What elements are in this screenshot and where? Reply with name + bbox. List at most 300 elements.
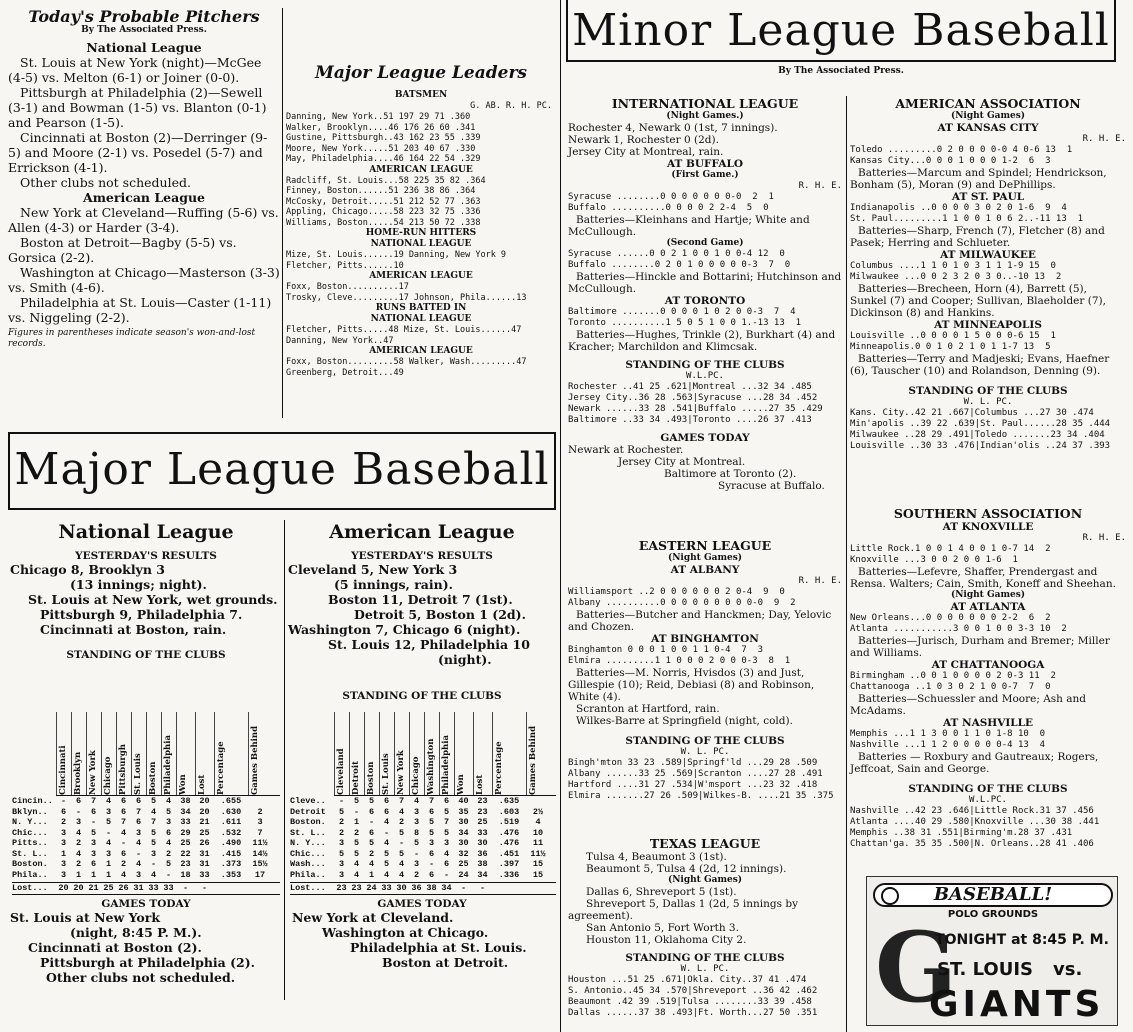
standing-cell: 4 (120, 827, 127, 838)
standing-cell: 3 (338, 869, 345, 880)
standing-cell: - (338, 796, 345, 806)
standing-col-header: Percentage (492, 712, 526, 795)
standing-cell: 4 (105, 838, 112, 848)
standing-cell: 2 (75, 838, 82, 848)
standing-cell (526, 796, 550, 807)
standing-cell: 3 (413, 859, 420, 869)
standing-cell: Cleve.. (290, 796, 326, 806)
standing-cell: 17 (254, 869, 266, 880)
tl-line: Dallas 6, Shreveport 5 (1st). (586, 886, 737, 898)
box-line: Columbus ....1 1 0 1 0 3 1 1 1-9 15 0 (850, 261, 1056, 271)
standing-cell: 5 (105, 817, 112, 827)
standing-cell: 2 (60, 817, 67, 827)
box-line: Minneapolis.0 0 1 0 2 1 0 1 1-7 13 5 (850, 342, 1051, 352)
standing-cell: 5 (368, 838, 375, 848)
standing-cell: 30 (396, 883, 407, 893)
standing-cell: - (413, 848, 420, 859)
standing-cell: - (383, 827, 390, 838)
baseball-icon (881, 887, 899, 905)
standing-row: Kans. City..42 21 .667|Columbus ...27 30 .474 (850, 408, 1094, 418)
ad-g-letter: G (875, 911, 957, 1024)
standing-cell: 40 (458, 796, 469, 806)
il-head: INTERNATIONAL LEAGUE (611, 96, 799, 111)
standing-row (290, 807, 556, 818)
standing-cell: - (165, 869, 172, 880)
standing-cell: 36 (477, 848, 488, 859)
page-rule (560, 0, 561, 1032)
batteries: Batteries—Brecheen, Horn (4), Barrett (5), Sunkel (7) and Cooper; Sullivan, Blaeholder (7), Dickinson (8) and Hankins. (850, 283, 1106, 319)
standing-row (12, 807, 280, 818)
aa-mil: AT MILWAUKEE (940, 249, 1036, 261)
standing-col-header: Won (454, 712, 473, 795)
standing-col-header: Philadelphia (439, 712, 454, 795)
standing-cell: 6 (75, 796, 82, 806)
standing-cell: 1 (105, 859, 112, 869)
box-line: Atlanta ...........3 0 0 1 0 0 3-3 10 2 (850, 624, 1067, 634)
box-line: Buffalo ........0 2 0 1 0 0 0 0 0-3 7 0 (568, 260, 791, 270)
al-result: St. Louis 12, Philadelphia 10 (328, 637, 530, 652)
standing-cell: Cincin.. (12, 796, 53, 806)
standing-row (12, 796, 280, 807)
standing-cell: 3 (60, 859, 67, 869)
texas-league (568, 836, 842, 1028)
minor-title: Minor League Baseball (572, 5, 1110, 56)
standing-row (12, 838, 280, 849)
standing-cell: - (428, 859, 435, 869)
sa-ng: (Night Games) (950, 590, 1026, 600)
standing-cell: - (105, 827, 112, 838)
standing-cell: Detroit (290, 806, 326, 817)
standing-row: Rochester ..41 25 .621|Montreal ...32 34 .485 (568, 382, 812, 392)
standing-row (290, 882, 556, 895)
standing-cell: Boston. (12, 859, 48, 869)
standing-cell: 6 (90, 859, 97, 869)
standing-row: Elmira .......27 26 .509|Wilkes-B. ....21 35 .375 (568, 791, 834, 801)
standing-cell: 5 (150, 838, 157, 848)
standing-cell: 4 (383, 838, 390, 848)
standing-cell: 1 (90, 869, 97, 880)
box-line: Albany ..........0 0 0 0 0 0 0 0 0-0 9 2 (568, 598, 796, 608)
major-league-leaders (286, 62, 556, 422)
international-league (568, 96, 842, 526)
standing-cell: 1 (60, 848, 67, 859)
standing-cell: 4 (535, 817, 541, 827)
il-game: Baltimore at Toronto (2). (664, 468, 797, 480)
al-result: Washington 7, Chicago 6 (night). (288, 622, 521, 637)
standing-cell: 4 (413, 796, 420, 806)
standing-cell: 4 (398, 806, 405, 817)
batteries: Batteries—Jurisch, Durham and Bremer; Miller and Williams. (850, 635, 1110, 659)
standing-cell: 5 (90, 827, 97, 838)
standing-cell: .397 (498, 859, 520, 869)
standing-cell: 4 (165, 796, 172, 806)
standing-cell: 25 (103, 883, 114, 893)
standing-row (290, 870, 556, 881)
standing-cell: 4 (398, 869, 405, 880)
minor-byline: By The Associated Press. (778, 66, 904, 76)
box-line: Milwaukee ...0 0 2 3 2 0 3 0..-10 13 2 (850, 272, 1062, 282)
nl-result: (13 innings; night). (70, 577, 207, 592)
ad-time: TONIGHT at 8:45 P. M. (935, 932, 1109, 948)
standing-cell: 6 (383, 796, 390, 806)
standing-row (290, 817, 556, 828)
eastern-league (568, 538, 842, 828)
standing-cell: - (60, 796, 67, 806)
al-head: American League (329, 521, 515, 543)
al-result: Boston 11, Detroit 7 (1st). (328, 592, 513, 607)
tl-line: Beaumont 5, Tulsa 4 (2d, 12 innings). (586, 863, 787, 875)
standing-cell: .519 (498, 817, 520, 827)
standing-cell: 3 (60, 838, 67, 848)
column-rule (284, 520, 285, 1000)
leader-row: Greenberg, Detroit...49 (286, 367, 404, 378)
standing-cell: 2 (120, 859, 127, 869)
box-line: Louisville ..0 0 0 0 1 5 0 0 0-6 15 1 (850, 331, 1056, 341)
il-toronto: AT TORONTO (664, 295, 746, 307)
standing-row: S. Antonio..45 34 .570|Shreveport ..36 42 .462 (568, 986, 818, 996)
standing-cell: Bklyn.. (12, 806, 48, 817)
leader-row: Danning, New York..47 (286, 335, 394, 346)
standing-cell: 21 (199, 817, 210, 827)
batsmen-head: BATSMEN (394, 90, 448, 100)
ad-team1: ST. LOUIS (936, 959, 1034, 980)
standing-col-header: Percentage (214, 712, 248, 795)
standing-cell: 20 (199, 806, 210, 817)
standing-cell: 15½ (252, 859, 268, 869)
standing-row: Louisville ..30 33 .476|Indian'olis ..24 37 .393 (850, 441, 1111, 451)
standing-cell: 8 (413, 827, 420, 838)
batteries: Batteries—Terry and Madjeski; Evans, Haefner (6), Tauscher (10) and Rolandson, Denning (9). (850, 353, 1110, 377)
standing-cell: 5 (398, 827, 405, 838)
il-gt: GAMES TODAY (660, 432, 750, 444)
standing-cell: Lost... (290, 883, 326, 893)
standing-cell: .415 (220, 848, 242, 859)
rhe-label: R. H. E. (798, 181, 842, 191)
standing-cell: - (150, 859, 157, 869)
standing-cell: 30 (458, 838, 469, 848)
batteries: Batteries—Marcum and Spindel; Hendrickson, Bonham (5), Moran (9) and DePhillips. (850, 167, 1107, 191)
standing-cell: 23 (351, 883, 362, 893)
standing-cell: 20 (73, 883, 84, 893)
standing-cell: 4 (105, 796, 112, 806)
standing-cell: 15 (532, 859, 544, 869)
standing-cell: 6 (135, 796, 142, 806)
standing-cell: 5 (165, 806, 172, 817)
al-games-today (288, 898, 556, 1008)
al-game: Philadelphia at St. Louis. (350, 940, 527, 955)
standing-col-header: St. Louis (379, 712, 394, 795)
standing-col-header: New York (86, 712, 101, 795)
standing-cell: 2½ (532, 806, 544, 817)
standing-cell: 3 (105, 806, 112, 817)
leader-row: Williams, Boston.....54 213 50 72 .338 (286, 217, 481, 228)
standing-cell: 18 (180, 869, 191, 880)
standing-cell: 5 (428, 827, 435, 838)
pitcher-line: Washington at Chicago—Masterson (3-3) vs. Smith (4-6). (8, 265, 280, 295)
il-line: Newark 1, Rochester 0 (2d). (568, 134, 719, 146)
standing-cell: 5 (443, 827, 450, 838)
standing-col-header: St. Louis (131, 712, 146, 795)
box-line: Birmingham ..0 0 1 0 0 0 0 2 0-3 11 2 (850, 671, 1056, 681)
standing-cell: - (75, 806, 82, 817)
standing-cell: 24 (366, 883, 377, 893)
standing-row: Milwaukee ..28 29 .491|Toledo .......23 34 .404 (850, 430, 1105, 440)
standing-cell: - (182, 883, 189, 893)
standing-cell: - (201, 883, 208, 893)
standing-cell: 5 (398, 848, 405, 859)
sa-head: SOUTHERN ASSOCIATION (893, 506, 1083, 521)
il-game: Newark at Rochester. (568, 444, 684, 456)
standing-cell: 34 (477, 869, 488, 880)
standing-cell: - (443, 869, 450, 880)
leader-row: Finney, Boston......51 236 38 86 .364 (286, 186, 476, 196)
nl-head: National League (58, 521, 234, 543)
standing-cell: - (398, 838, 405, 848)
standing-row: Memphis ..38 31 .551|Birming'm.28 37 .431 (850, 828, 1073, 838)
al-result: (5 innings, rain). (334, 577, 453, 592)
rbi-head: RUNS BATTED IN (375, 303, 467, 313)
il-buffalo: AT BUFFALO (666, 158, 744, 170)
standing-col-header: Won (176, 712, 195, 795)
standing-row (12, 859, 280, 870)
standing-cell: 23 (477, 796, 488, 806)
standing-cell: 7 (120, 817, 127, 827)
standing-row: Jersey City..36 28 .563|Syracuse ...28 34 .452 (568, 393, 818, 403)
standing-cell (248, 796, 272, 807)
standing-cell: 38 (426, 883, 437, 893)
standing-cell: 35 (458, 806, 469, 817)
standing-row (290, 838, 556, 849)
sa-standing: STANDING OF THE CLUBS (908, 783, 1068, 795)
standing-cell: 31 (199, 859, 210, 869)
standing-cell: .336 (498, 869, 520, 880)
standing-cell: .630 (220, 806, 242, 817)
standing-col-header: Cleveland (334, 712, 349, 795)
standing-row (290, 796, 556, 807)
standing-cell: 3 (105, 848, 112, 859)
nl-gt-head: GAMES TODAY (101, 898, 191, 910)
leader-row: Mize, St. Louis......19 Danning, New York 9 (286, 250, 507, 260)
box-line: Toledo .........0 2 0 0 0 0-0 4 0-6 13 1 (850, 145, 1073, 155)
standing-col-header: Chicago (101, 712, 116, 795)
standing-cell: .476 (498, 838, 520, 848)
pitcher-line: Pittsburgh at Philadelphia (2)—Sewell (3-1) and Bowman (1-5) vs. Blanton (0-1) and Pearson (1-5). (8, 85, 267, 130)
standing-cell: 14½ (252, 848, 268, 859)
standing-cell: 29 (180, 827, 191, 838)
al-game: Boston at Detroit. (382, 955, 509, 970)
standing-cell: 3 (413, 817, 420, 827)
standing-cell: 1 (353, 817, 360, 827)
standing-cell: Phila.. (290, 869, 326, 880)
standing-cell: 4 (75, 827, 82, 838)
standing-cell: 7 (398, 796, 405, 806)
standing-cell: 3 (75, 817, 82, 827)
major-banner (8, 432, 556, 510)
standing-cell: 33 (381, 883, 392, 893)
standing-cols: W. L. PC. (963, 397, 1013, 407)
aa-head: AMERICAN ASSOCIATION (895, 96, 1081, 111)
standing-cell: 34 (458, 827, 469, 838)
leader-row: Trosky, Cleve.........17 Johnson, Phila......13 (286, 292, 527, 303)
standing-cell: 1 (75, 869, 82, 880)
standing-cell: 25 (180, 838, 191, 848)
standing-cell: 11½ (530, 848, 546, 859)
leader-row: Foxx, Boston..........17 (286, 282, 409, 292)
southern-association (850, 506, 1126, 866)
standing-cell: 3 (135, 869, 142, 880)
box-line: Williamsport ..2 0 0 0 0 0 0 2 0-4 9 0 (568, 587, 785, 597)
al-result: (night). (438, 652, 492, 667)
nl-standing-table (12, 712, 280, 893)
batteries: Batteries—Hinckle and Bottarini; Hutchinson and McCullough. (568, 271, 842, 295)
standing-cell: 4 (165, 838, 172, 848)
standing-cell: 5 (338, 848, 345, 859)
nl-games-today (10, 898, 282, 1008)
al-standing-head: STANDING OF THE CLUBS (342, 690, 502, 702)
standing-cell: .476 (498, 827, 520, 838)
standing-cell: 7 (428, 796, 435, 806)
standing-row (290, 828, 556, 839)
sa-nash: AT NASHVILLE (942, 717, 1034, 729)
standing-cell: 4 (75, 848, 82, 859)
rhe-label: R. H. E. (1082, 533, 1126, 543)
standing-cell: 6 (120, 796, 127, 806)
aa-standing: STANDING OF THE CLUBS (908, 385, 1068, 397)
standing-cell: 5 (443, 806, 450, 817)
leader-row: Moore, New York.....51 203 40 67 .330 (286, 143, 476, 154)
nl-result: Pittsburgh 9, Philadelphia 7. (40, 607, 243, 622)
standing-cell: St. L.. (12, 848, 48, 859)
standing-cell: 26 (118, 883, 129, 893)
standing-col-header: Lost (473, 712, 492, 795)
standing-cell: .373 (220, 859, 242, 869)
nl-game: (night, 8:45 P. M.). (70, 925, 202, 940)
standing-cell: Wash... (290, 859, 326, 869)
standing-cell: - (460, 883, 467, 893)
standing-row: Baltimore ..33 34 .493|Toronto ....26 37 .413 (568, 415, 812, 425)
standing-cell: Phila.. (12, 869, 48, 880)
aa-kc: AT KANSAS CITY (937, 122, 1039, 134)
standing-cell: 3 (150, 848, 157, 859)
box-line: Kansas City...0 0 0 1 0 0 0 1-2 6 3 (850, 156, 1051, 166)
standing-cell: 30 (477, 838, 488, 848)
major-title: Major League Baseball (14, 444, 550, 495)
standing-cell: 5 (338, 806, 345, 817)
standing-col-header: Games Behind (526, 712, 550, 795)
leaders-title: Major League Leaders (315, 63, 527, 83)
standing-cell: 34 (441, 883, 452, 893)
il-game: Syracuse at Buffalo. (718, 480, 825, 492)
pitcher-line: Cincinnati at Boston (2)—Derringer (9-5) and Moore (2-1) vs. Posedel (5-7) and Errickson (4-1). (8, 130, 268, 175)
standing-cell: 10 (532, 827, 544, 838)
standing-col-header: Philadelphia (161, 712, 176, 795)
standing-cell: .655 (220, 796, 242, 806)
standing-cell: .490 (220, 838, 242, 848)
box-line: Baltimore .......0 0 0 0 1 0 2 0 0-3 7 4 (568, 307, 796, 317)
standing-cell: 20 (58, 883, 69, 893)
il-standing: STANDING OF THE CLUBS (625, 359, 785, 371)
standing-cell: 7 (135, 806, 142, 817)
box-line: Elmira .........1 1 0 0 0 2 0 0 0-3 8 1 (568, 656, 791, 666)
standing-cell: 33 (163, 883, 174, 893)
standing-row (12, 870, 280, 881)
tl-line: Tulsa 4, Beaumont 3 (1st). (586, 851, 727, 863)
rhe-label: R. H. E. (1082, 134, 1126, 144)
standing-col-header: Boston (146, 712, 161, 795)
batteries: Batteries—Kleinhans and Hartje; White and McCullough. (568, 214, 810, 238)
box-line: Chattanooga ..1 0 3 0 2 1 0 0-7 7 0 (850, 682, 1051, 692)
pitcher-line: St. Louis at New York (night)—McGee (4-5) vs. Melton (6-1) or Joiner (0-0). (8, 55, 262, 85)
standing-cell: 3 (338, 838, 345, 848)
sa-atl: AT ATLANTA (950, 601, 1026, 613)
american-association (850, 96, 1126, 500)
pitchers-nl-head: National League (86, 40, 202, 55)
pitcher-line: Other clubs not scheduled. (20, 175, 191, 190)
standing-cols: W. L. PC. (680, 747, 730, 757)
standing-cell: 36 (411, 883, 422, 893)
standing-row: Atlanta ....40 29 .580|Knoxville ...30 38 .441 (850, 817, 1100, 827)
pitcher-line: New York at Cleveland—Ruffing (5-6) vs. Allen (4-3) or Harder (3-4). (8, 205, 279, 235)
standing-cell: 4 (368, 859, 375, 869)
standing-row: Hartford ....31 27 .534|W'msport ...23 32 .418 (568, 780, 818, 790)
el-head: EASTERN LEAGUE (638, 538, 772, 553)
box-line: Syracuse ........0 0 0 0 0 0 0-0 2 1 (568, 192, 774, 202)
standing-cell: 2 (338, 817, 345, 827)
standing-cell: - (120, 838, 127, 848)
standing-cell: 5 (353, 796, 360, 806)
leader-row: Fletcher, Pitts.....48 Mize, St. Louis......47 (286, 325, 522, 335)
column-rule (846, 96, 847, 1032)
standing-cell: 5 (165, 859, 172, 869)
tl-line: San Antonio 5, Fort Worth 3. (586, 922, 739, 934)
standing-cell: 6 (135, 817, 142, 827)
el-bing: AT BINGHAMTON (651, 633, 759, 645)
standing-col-header: Games Behind (248, 712, 272, 795)
standing-cell: 4 (150, 869, 157, 880)
standing-cell: 4 (443, 848, 450, 859)
standing-cell: 6 (428, 806, 435, 817)
standing-cell: 4 (353, 869, 360, 880)
standing-cell: 30 (458, 817, 469, 827)
il-line: Jersey City at Montreal, rain. (568, 146, 724, 158)
standing-cell: .603 (498, 806, 520, 817)
pitchers-byline: By The Associated Press. (81, 25, 207, 35)
leader-row: Gustine, Pittsburgh..43 162 23 55 .339 (286, 133, 481, 143)
standing-row: Nashville ..42 23 .646|Little Rock.31 37 .456 (850, 806, 1094, 816)
standing-row: Min'apolis ..39 22 .639|St. Paul......28 35 .444 (850, 419, 1111, 429)
hr-al-head: AMERICAN LEAGUE (369, 271, 473, 281)
nl-game: St. Louis at New York (10, 910, 160, 925)
al-result: Detroit 5, Boston 1 (2d). (354, 607, 526, 622)
hr-nl-head: NATIONAL LEAGUE (370, 239, 472, 249)
standing-cell: 33 (199, 869, 210, 880)
leader-row: Danning, New York..51 197 29 71 .360 (286, 112, 471, 122)
standing-row (12, 828, 280, 839)
al-yesterday: YESTERDAY'S RESULTS (351, 550, 493, 562)
batteries: Batteries — Roxbury and Gautreaux; Rogers, Jeffcoat, Sain and George. (850, 751, 1099, 775)
standing-cell: 6 (120, 848, 127, 859)
standing-cell: .635 (498, 796, 520, 806)
batteries: Batteries—Lefevre, Shaffer, Prendergast and Rensa. Walters; Cain, Smith, Koneff and Sheehan. (850, 566, 1116, 590)
el-sub: (Night Games) (667, 553, 743, 563)
leader-row: Appling, Chicago.....58 223 32 75 .336 (286, 207, 481, 217)
box-line: Binghamton 0 0 0 1 0 0 1 1 0-4 7 3 (568, 645, 764, 655)
aa-sp: AT ST. PAUL (951, 191, 1025, 203)
standing-cell: 3 (257, 817, 263, 827)
standing-row (290, 859, 556, 870)
standing-col-header: Chicago (409, 712, 424, 795)
standing-cell: .611 (220, 817, 242, 827)
